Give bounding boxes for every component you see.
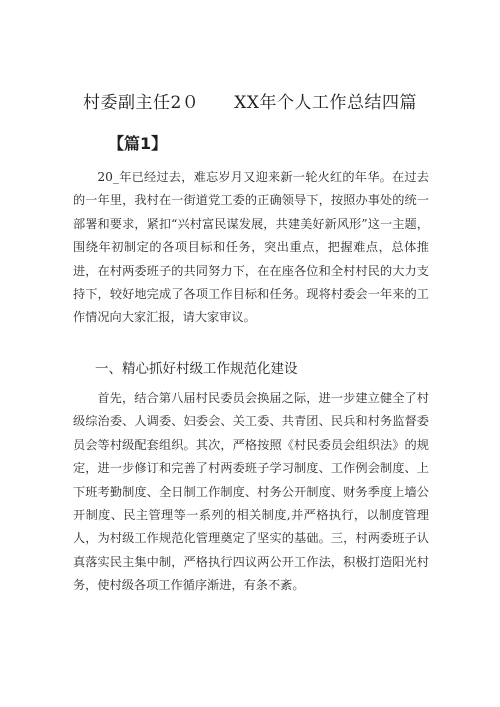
document-title: 村委副主任2０ XX年个人工作总结四篇 bbox=[82, 93, 418, 113]
paragraph-intro: 20_年已经过去，难忘岁月又迎来新一轮火红的年华。在过去的一年里，我村在一街道党工委的正确领导下，按照办事处的统一部署和要求，紧扣“兴村富民谋发展，共建美好新风形”这一主题，围绕年初制定的各项目标和任务，突出重点，把握难点，总体推进，在村两委班子的共同努力下，在在座各位和全村村民的大力支持下，较好地完成了各项工作目标和任务。现将村委会一年来的工作情况向大家汇报，请大家审议。 bbox=[73, 170, 429, 325]
paragraph-body: 首先，结合第八届村民委员会换届之际，进一步建立健全了村级综治委、人调委、妇委会、关工委、共青团、民兵和村务监督委员会等村级配套组织。其次，严格按照《村民委员会组织法》的规定，进一步修订和完善了村两委班子学习制度、工作例会制度、上下班考勤制度、全日制工作制度、村务公开制度、财务季度上墙公开制度、民主管理等一系列的相关制度,并严格执行，以制度管理人，为村级工作规范化管理奠定了坚实的基础。三，村两委班子认真落实民主集中制，严格执行四议两公开工作法，积极打造阳光村务，使村级各项工作循序渐进，有条不紊。 bbox=[73, 391, 429, 593]
section-label: 【篇1】 bbox=[108, 134, 168, 153]
section-heading: 一、精心抓好村级工作规范化建设 bbox=[95, 361, 298, 377]
